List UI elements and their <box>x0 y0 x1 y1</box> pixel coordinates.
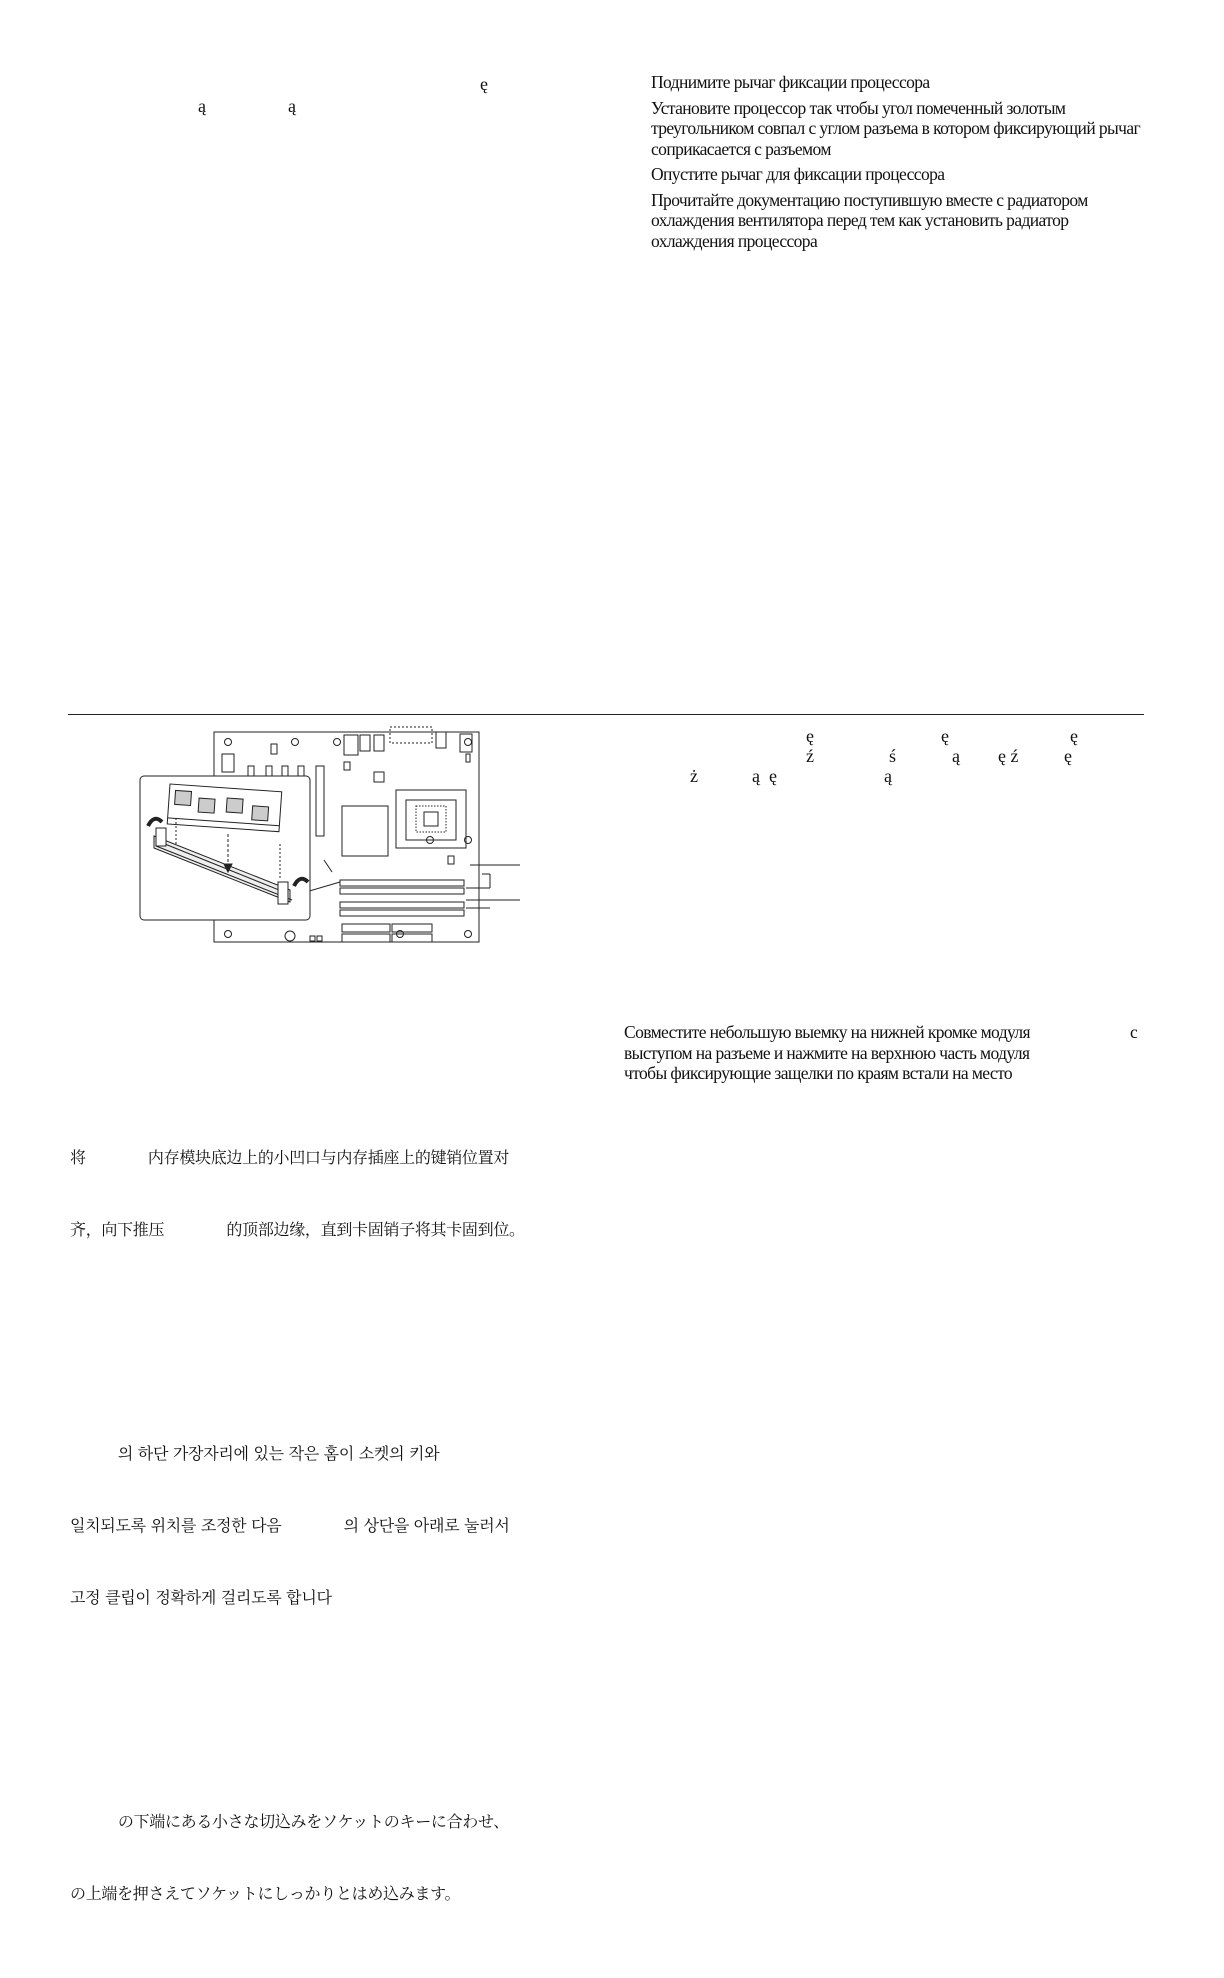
stray-glyph: ą ę <box>752 766 777 786</box>
stray-glyph: ę <box>1070 726 1078 746</box>
memory-install-step-ru: Совместите небольшую выемку на нижней кромке модуля с выступом на разъеме и нажмите на верхнюю часть модуля чтобы фиксирующие защелки по краям встали на место <box>624 1022 1138 1083</box>
step-2: Установите процессор так чтобы угол помеченный золотым треугольником совпал с углом разъема в котором фиксирующий рычаг соприкасается с разъемом <box>651 97 1141 159</box>
stray-glyph: ę ź <box>998 746 1019 766</box>
ja-instruction: の下端にある小さな切込みをソケットのキーに合わせ、 の上端を押さえてソケットにしっかりとはめ込みます。 <box>70 1812 509 1903</box>
step-3: Опустите рычаг для фиксации процессора <box>651 164 945 184</box>
stray-glyph: ę <box>806 726 814 746</box>
stray-glyph: ę <box>941 726 949 746</box>
stray-glyph: ą <box>288 96 296 116</box>
stray-glyph: ż <box>690 766 698 786</box>
processor-install-steps-ru <box>651 72 1151 256</box>
stray-glyph: ę <box>480 74 488 94</box>
ko-instruction: 의 하단 가장자리에 있는 작은 홈이 소켓의 키와 일치되도록 위치를 조정한 다음 의 상단을 아래로 눌러서 고정 클립이 정확하게 걸리도록 합니다 <box>70 1444 510 1607</box>
stray-glyph: ś <box>889 746 897 766</box>
step-1: Поднимите рычаг фиксации процессора <box>651 72 930 92</box>
section-divider <box>68 714 1144 715</box>
stray-glyph: ą <box>952 746 960 766</box>
zh-instruction: 将 内存模块底边上的小凹口与内存插座上的键销位置对 齐，向下推压 的顶部边缘，直到卡固销子将其卡固到位。 <box>70 1148 525 1239</box>
stray-glyph: ę <box>1064 746 1072 766</box>
stray-glyph: ą <box>884 766 892 786</box>
memory-module-diagram <box>130 722 530 952</box>
step-4: Прочитайте документацию поступившую вместе с радиатором охлаждения вентилятора перед тем как установить радиатор охлаждения процессора <box>651 189 1088 251</box>
stray-glyph: ą <box>198 96 206 116</box>
memory-install-steps-cjk <box>70 1050 590 1978</box>
stray-glyph: ź <box>806 746 814 766</box>
